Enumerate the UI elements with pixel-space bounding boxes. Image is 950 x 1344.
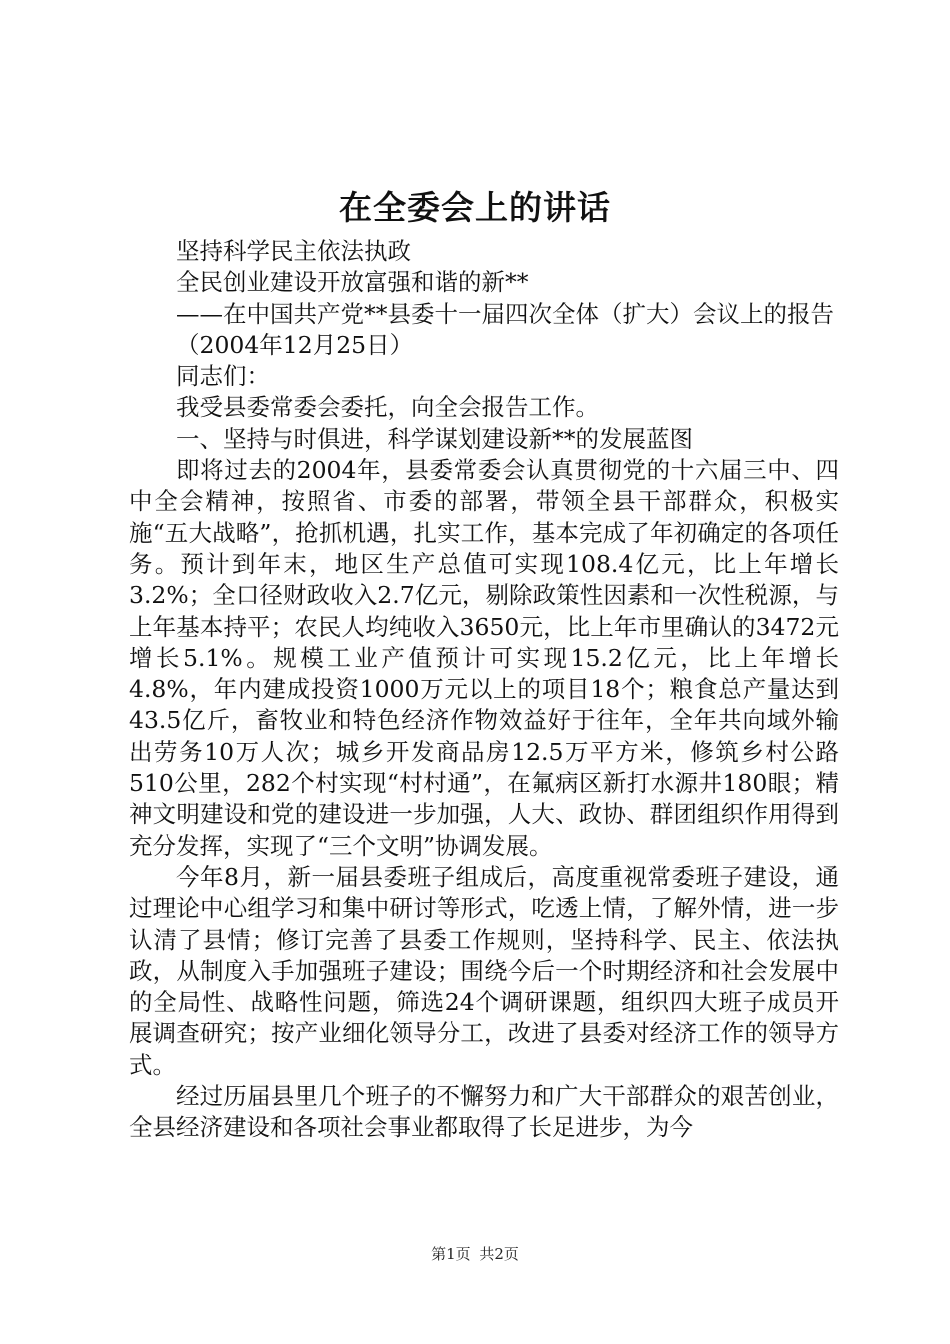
subtitle-line-1: 坚持科学民主依法执政 — [176, 237, 411, 265]
body-paragraph: 经过历届县里几个班子的不懈努力和广大干部群众的艰苦创业，全县经济建设和各项社会事业都取得了长足进步，为今 — [129, 1082, 839, 1142]
body-paragraph: 今年8月，新一届县委班子组成后，高度重视常委班子建设，通过理论中心组学习和集中研讨等形式，吃透上情，了解外情，进一步认清了县情；修订完善了县委工作规则，坚持科学、民主、依法执政，从制度入手加强班子建设；围绕今后一个时期经济和社会发展中的全局性、战略性问题，筛选24个调研课题，组织四大班子成员开展调查研究；按产业细化领导分工，改进了县委对经济工作的领导方式。 — [129, 862, 839, 1079]
report-date: （2004年12月25日） — [176, 330, 414, 359]
page-footer — [0, 1243, 950, 1264]
page-total: 共2页 — [479, 1245, 519, 1263]
document-title: 在全委会上的讲话 — [339, 188, 611, 227]
salutation: 同志们： — [176, 362, 270, 391]
subtitle-line-2: 全民创业建设开放富强和谐的新** — [176, 268, 529, 297]
document-body — [129, 236, 839, 1144]
subtitle-line-3: ——在中国共产党**县委十一届四次全体（扩大）会议上的报告 — [176, 299, 834, 328]
page-number: 第1页 — [431, 1245, 471, 1263]
body-paragraph: 我受县委常委会委托，向全会报告工作。 — [176, 393, 599, 422]
body-paragraph: 即将过去的2004年，县委常委会认真贯彻党的十六届三中、四中全会精神，按照省、市委的部署，带领全县干部群众，积极实施“五大战略”，抢抓机遇，扎实工作，基本完成了年初确定的各项任务。预计到年末，地区生产总值可实现108.4亿元，比上年增长3.2%；全口径财政收入2.7亿元，剔除政策性因素和一次性税源，与上年基本持平；农民人均纯收入3650元，比上年市里确认的3472元增长5.1%。规模工业产值预计可实现15.2亿元，比上年增长4.8%，年内建成投资1000万元以上的项目18个；粮食总产量达到43.5亿斤，畜牧业和特色经济作物效益好于往年，全年共向域外输出劳务10万人次；城乡开发商品房12.5万平方米，修筑乡村公路510公里，282个村实现“村村通”，在氟病区新打水源井180眼；精神文明建设和党的建设进一步加强，人大、政协、群团组织作用得到充分发挥，实现了“三个文明”协调发展。 — [129, 456, 839, 860]
section-heading: 一、坚持与时俱进，科学谋划建设新**的发展蓝图 — [176, 424, 693, 453]
